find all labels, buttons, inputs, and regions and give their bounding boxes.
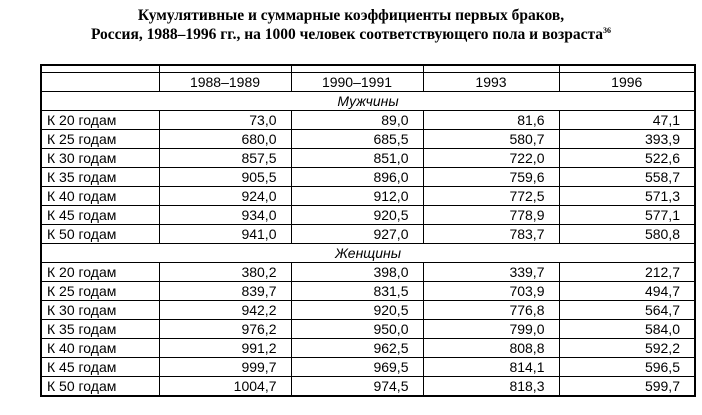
- table-row: [41, 149, 695, 168]
- row-label: К 50 годам: [41, 225, 159, 244]
- value-cell: 398,0: [291, 263, 423, 282]
- value-cell: 942,2: [159, 301, 291, 320]
- value-cell: 896,0: [291, 168, 423, 187]
- table-row: [41, 111, 695, 130]
- value-cell: 564,7: [559, 301, 695, 320]
- value-cell: 974,5: [291, 377, 423, 397]
- value-cell: 808,8: [423, 339, 559, 358]
- section-title: Женщины: [41, 244, 695, 263]
- value-cell: 831,5: [291, 282, 423, 301]
- value-cell: 776,8: [423, 301, 559, 320]
- value-cell: 703,9: [423, 282, 559, 301]
- section-title: Мужчины: [41, 92, 695, 111]
- value-cell: 920,5: [291, 301, 423, 320]
- value-cell: 47,1: [559, 111, 695, 130]
- table-header-row: [41, 73, 695, 92]
- row-label: К 20 годам: [41, 263, 159, 282]
- value-cell: 596,5: [559, 358, 695, 377]
- table-row: [41, 263, 695, 282]
- marriage-rates-table: [40, 64, 696, 397]
- value-cell: 999,7: [159, 358, 291, 377]
- row-label: К 25 годам: [41, 282, 159, 301]
- value-cell: 580,7: [423, 130, 559, 149]
- header-cell-1990-1991: 1990–1991: [291, 73, 423, 92]
- row-label: К 30 годам: [41, 301, 159, 320]
- value-cell: 584,0: [559, 320, 695, 339]
- value-cell: 680,0: [159, 130, 291, 149]
- value-cell: 571,3: [559, 187, 695, 206]
- value-cell: 991,2: [159, 339, 291, 358]
- value-cell: 522,6: [559, 149, 695, 168]
- value-cell: 772,5: [423, 187, 559, 206]
- value-cell: 839,7: [159, 282, 291, 301]
- value-cell: 494,7: [559, 282, 695, 301]
- value-cell: 799,0: [423, 320, 559, 339]
- table-row: [41, 187, 695, 206]
- row-label: К 25 годам: [41, 130, 159, 149]
- value-cell: 857,5: [159, 149, 291, 168]
- row-label: К 40 годам: [41, 187, 159, 206]
- value-cell: 924,0: [159, 187, 291, 206]
- value-cell: 393,9: [559, 130, 695, 149]
- header-cell-1988-1989: 1988–1989: [159, 73, 291, 92]
- value-cell: 685,5: [291, 130, 423, 149]
- title-line-2: [0, 25, 702, 44]
- footnote-ref: 36: [603, 25, 612, 35]
- header-cell-blank: [41, 73, 159, 92]
- table-row: [41, 339, 695, 358]
- value-cell: 814,1: [423, 358, 559, 377]
- value-cell: 920,5: [291, 206, 423, 225]
- header-cell-1996: 1996: [559, 73, 695, 92]
- row-label: К 40 годам: [41, 339, 159, 358]
- value-cell: 818,3: [423, 377, 559, 397]
- row-label: К 50 годам: [41, 377, 159, 397]
- table-row: [41, 358, 695, 377]
- value-cell: 580,8: [559, 225, 695, 244]
- row-label: К 45 годам: [41, 358, 159, 377]
- value-cell: 73,0: [159, 111, 291, 130]
- table-row: [41, 225, 695, 244]
- table-row: [41, 282, 695, 301]
- value-cell: 759,6: [423, 168, 559, 187]
- value-cell: 851,0: [291, 149, 423, 168]
- document-title: [0, 6, 702, 44]
- value-cell: 976,2: [159, 320, 291, 339]
- value-cell: 905,5: [159, 168, 291, 187]
- value-cell: 592,2: [559, 339, 695, 358]
- table-row: [41, 130, 695, 149]
- title-line-1: Кумулятивные и суммарные коэффициенты первых браков,: [137, 7, 565, 24]
- row-label: К 20 годам: [41, 111, 159, 130]
- value-cell: 81,6: [423, 111, 559, 130]
- table-row: [41, 377, 695, 397]
- value-cell: 927,0: [291, 225, 423, 244]
- row-label: К 35 годам: [41, 320, 159, 339]
- row-label: К 30 годам: [41, 149, 159, 168]
- value-cell: 339,7: [423, 263, 559, 282]
- table-row: [41, 206, 695, 225]
- value-cell: 212,7: [559, 263, 695, 282]
- section-header-row: [41, 92, 695, 111]
- value-cell: 558,7: [559, 168, 695, 187]
- value-cell: 89,0: [291, 111, 423, 130]
- value-cell: 941,0: [159, 225, 291, 244]
- value-cell: 599,7: [559, 377, 695, 397]
- value-cell: 722,0: [423, 149, 559, 168]
- table-body: [41, 65, 695, 396]
- value-cell: 934,0: [159, 206, 291, 225]
- table-row: [41, 301, 695, 320]
- value-cell: 950,0: [291, 320, 423, 339]
- value-cell: 969,5: [291, 358, 423, 377]
- value-cell: 912,0: [291, 187, 423, 206]
- title-line-2-text: Россия, 1988–1996 гг., на 1000 человек соответствующего пола и возраста: [90, 26, 604, 43]
- section-header-row: [41, 244, 695, 263]
- header-cell-1993: 1993: [423, 73, 559, 92]
- value-cell: 380,2: [159, 263, 291, 282]
- value-cell: 1004,7: [159, 377, 291, 397]
- row-label: К 45 годам: [41, 206, 159, 225]
- table-row: [41, 320, 695, 339]
- value-cell: 577,1: [559, 206, 695, 225]
- table-row: [41, 168, 695, 187]
- table-top-gap-row: [41, 65, 695, 73]
- value-cell: 962,5: [291, 339, 423, 358]
- row-label: К 35 годам: [41, 168, 159, 187]
- value-cell: 783,7: [423, 225, 559, 244]
- value-cell: 778,9: [423, 206, 559, 225]
